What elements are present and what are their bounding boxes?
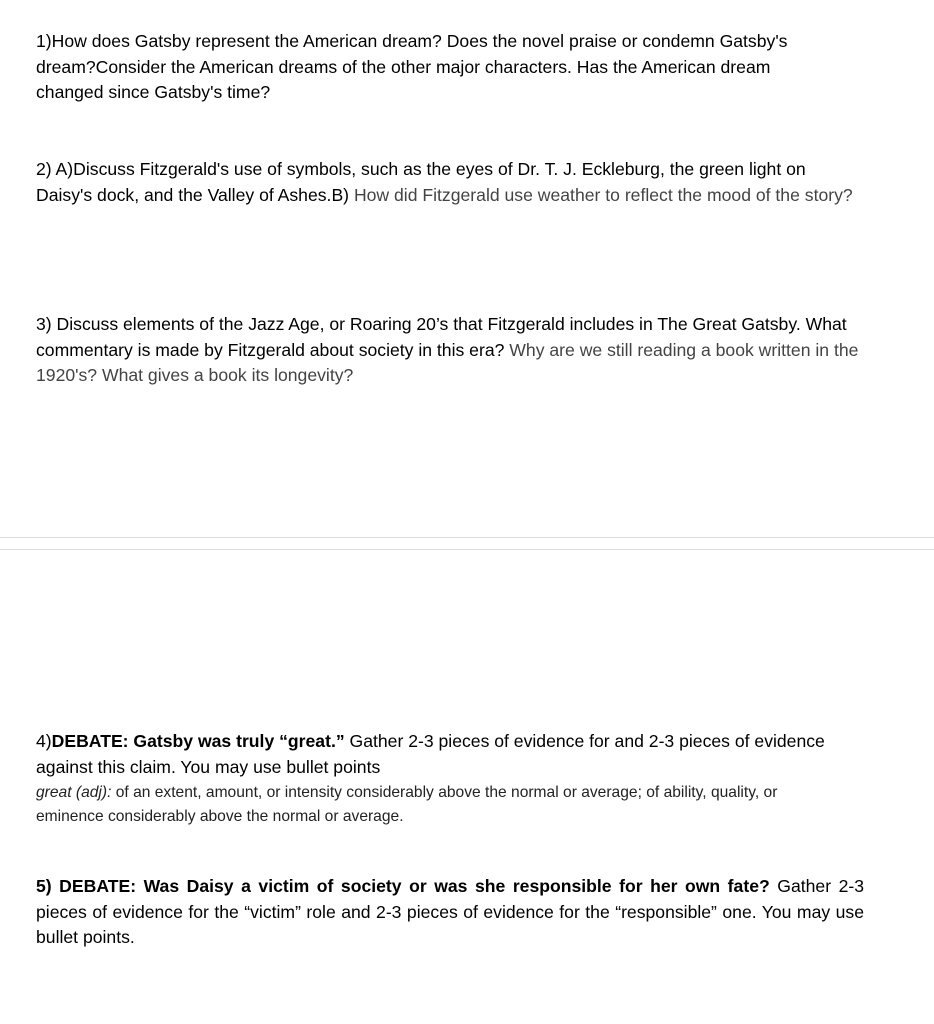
question-3 (36, 312, 866, 389)
question-4 (36, 729, 856, 780)
question-4-number: 4) (36, 731, 52, 751)
definition-text: of an extent, amount, or intensity considerably above the normal or average; of ability, quality, or eminence considerably above the normal or average. (36, 784, 778, 825)
question-3-follow-up: Why are we still reading a book written in the 1920's? What gives a book its longevity? (36, 339, 859, 385)
question-5-heading: 5) DEBATE: Was Daisy a victim of society or was she responsible for her own fate? (36, 876, 770, 896)
page-break (0, 537, 934, 550)
question-1 (36, 29, 836, 106)
question-2-part-b: How did Fitzgerald use weather to reflect the mood of the story? (353, 184, 853, 205)
question-3-main: 3) Discuss elements of the Jazz Age, or Roaring 20’s that Fitzgerald includes in The Great Gatsby. What commentary is made by Fitzgerald about society in this era? (36, 314, 847, 360)
definition-term: great (adj): (36, 784, 112, 801)
question-2 (36, 157, 866, 208)
great-definition (36, 781, 836, 828)
question-4-body: Gather 2-3 pieces of evidence for and 2-3 pieces of evidence against this claim. You may use bullet points (36, 731, 825, 777)
question-5-body: Gather 2-3 pieces of evidence for the “victim” role and 2-3 pieces of evidence for the “responsible” one. You may use bullet points. (36, 876, 865, 947)
question-2-part-a: 2) A)Discuss Fitzgerald's use of symbols, such as the eyes of Dr. T. J. Eckleburg, the green light on Daisy's dock, and the Valley of Ashes.B) (36, 159, 806, 205)
question-1-text: 1)How does Gatsby represent the American dream? Does the novel praise or condemn Gatsby's dream?Consider the American dreams of the other major characters. Has the American dream changed since Gatsby's time? (36, 31, 788, 102)
document-page-2 (0, 550, 934, 1024)
question-5 (36, 874, 864, 951)
question-4-heading: DEBATE: Gatsby was truly “great.” (51, 731, 345, 751)
